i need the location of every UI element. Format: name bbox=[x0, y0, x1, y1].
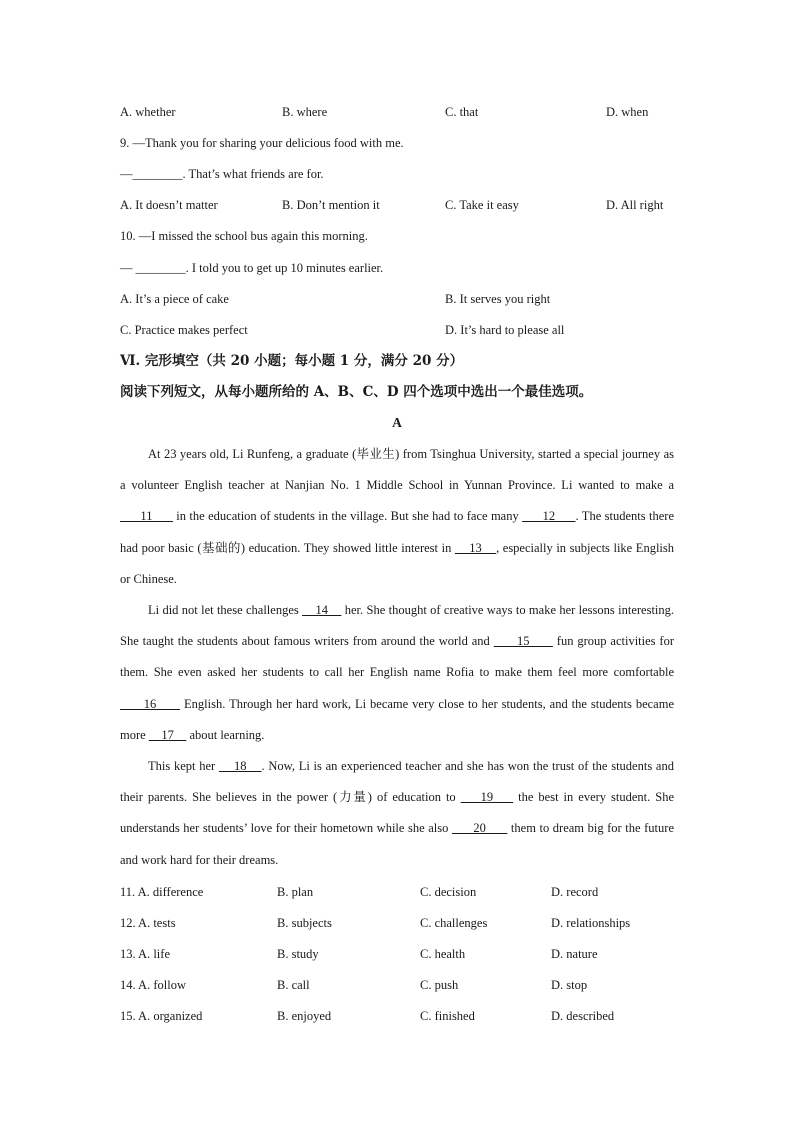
passage-paragraph-2 bbox=[120, 595, 674, 751]
q14-option-b: B. call bbox=[277, 978, 310, 992]
q10-stem: 10. —I missed the school bus again this morning. bbox=[120, 229, 368, 243]
q9-option-d: D. All right bbox=[606, 198, 664, 212]
q11-option-d: D. record bbox=[551, 885, 599, 899]
q15-option-a: 15. A. organized bbox=[120, 1009, 203, 1023]
blank-19: 19 bbox=[460, 790, 514, 805]
blank-20: 20 bbox=[451, 821, 508, 836]
prev-option-d: D. when bbox=[606, 105, 649, 119]
section-title: Ⅵ. 完形填空（共 20 小题；每小题 1 分，满分 20 分） bbox=[120, 353, 464, 369]
q10-option-d: D. It’s hard to please all bbox=[445, 323, 565, 337]
q12-option-a: 12. A. tests bbox=[120, 916, 176, 930]
section-instruction: 阅读下列短文，从每小题所给的 A、B、C、D 四个选项中选出一个最佳选项。 bbox=[120, 384, 593, 400]
passage-text: English. Through her hard work, Li became very close to her students, and the students became more bbox=[120, 696, 675, 742]
prev-option-a: A. whether bbox=[120, 105, 176, 119]
passage-text: Li did not let these challenges bbox=[148, 603, 303, 618]
q15-option-c: C. finished bbox=[420, 1009, 475, 1023]
q10-option-a: A. It’s a piece of cake bbox=[120, 292, 229, 306]
q11-option-b: B. plan bbox=[277, 885, 314, 899]
prev-option-c: C. that bbox=[445, 105, 479, 119]
q14-option-d: D. stop bbox=[551, 978, 588, 992]
q9-reply: —________. That’s what friends are for. bbox=[120, 167, 324, 181]
q14-option-a: 14. A. follow bbox=[120, 978, 186, 992]
passage-paragraph-1 bbox=[120, 439, 674, 595]
q10-reply: — ________. I told you to get up 10 minutes earlier. bbox=[120, 261, 384, 275]
q12-option-c: C. challenges bbox=[420, 916, 488, 930]
q13-option-d: D. nature bbox=[551, 947, 598, 961]
q10-option-c: C. Practice makes perfect bbox=[120, 323, 248, 337]
passage-text: them to dream big for the future and work hard for their dreams. bbox=[120, 821, 674, 867]
blank-14: 14 bbox=[302, 603, 342, 618]
q9-option-a: A. It doesn’t matter bbox=[120, 198, 218, 212]
passage-text: about learning. bbox=[186, 727, 265, 742]
q11-option-c: C. decision bbox=[420, 885, 477, 899]
q13-option-c: C. health bbox=[420, 947, 466, 961]
q9-stem: 9. —Thank you for sharing your delicious food with me. bbox=[120, 136, 404, 150]
q12-option-d: D. relationships bbox=[551, 916, 631, 930]
q12-option-b: B. subjects bbox=[277, 916, 332, 930]
passage-text: This kept her bbox=[148, 759, 219, 774]
q13-option-b: B. study bbox=[277, 947, 319, 961]
passage-text: . Now, Li is an experienced teacher and she has won the trust of the students and their parents. She believes in the power (力量) of education to bbox=[120, 759, 674, 805]
blank-18: 18 bbox=[218, 759, 262, 774]
passage-text: , especially in subjects like English or Chinese. bbox=[120, 540, 675, 586]
blank-16: 16 bbox=[120, 696, 181, 711]
passage-text: At 23 years old, Li Runfeng, a graduate (毕业生) from Tsinghua University, started a special journey as a volunteer English teacher at Nanjian No. 1 Middle School in Yunnan Province. Li wanted to make a bbox=[120, 447, 674, 493]
passage bbox=[120, 439, 674, 876]
q9-option-b: B. Don’t mention it bbox=[282, 198, 380, 212]
passage-text: fun group activities for them. She even asked her students to call her English name Rofia to make them feel more comfortable bbox=[120, 634, 674, 680]
blank-15: 15 bbox=[493, 634, 553, 649]
passage-text: . The students there had poor basic (基础的) education. They showed little interest in bbox=[120, 509, 674, 555]
q9-option-c: C. Take it easy bbox=[445, 198, 519, 212]
blank-12: 12 bbox=[522, 509, 576, 524]
q11-option-a: 11. A. difference bbox=[120, 885, 204, 899]
blank-11: 11 bbox=[120, 509, 173, 524]
blank-17: 17 bbox=[148, 727, 187, 742]
prev-option-b: B. where bbox=[282, 105, 328, 119]
passage-text: the best in every student. She understands her students’ love for their hometown while she also bbox=[120, 790, 675, 836]
q10-option-b: B. It serves you right bbox=[445, 292, 551, 306]
blank-13: 13 bbox=[454, 540, 497, 555]
passage-paragraph-3 bbox=[120, 751, 674, 876]
q15-option-d: D. described bbox=[551, 1009, 615, 1023]
q14-option-c: C. push bbox=[420, 978, 459, 992]
q15-option-b: B. enjoyed bbox=[277, 1009, 332, 1023]
passage-text: her. She thought of creative ways to make her lessons interesting. She taught the students about famous writers from around the world and bbox=[120, 603, 675, 649]
q13-option-a: 13. A. life bbox=[120, 947, 170, 961]
passage-text: in the education of students in the village. But she had to face many bbox=[172, 509, 523, 524]
passage-label: A bbox=[392, 415, 402, 430]
